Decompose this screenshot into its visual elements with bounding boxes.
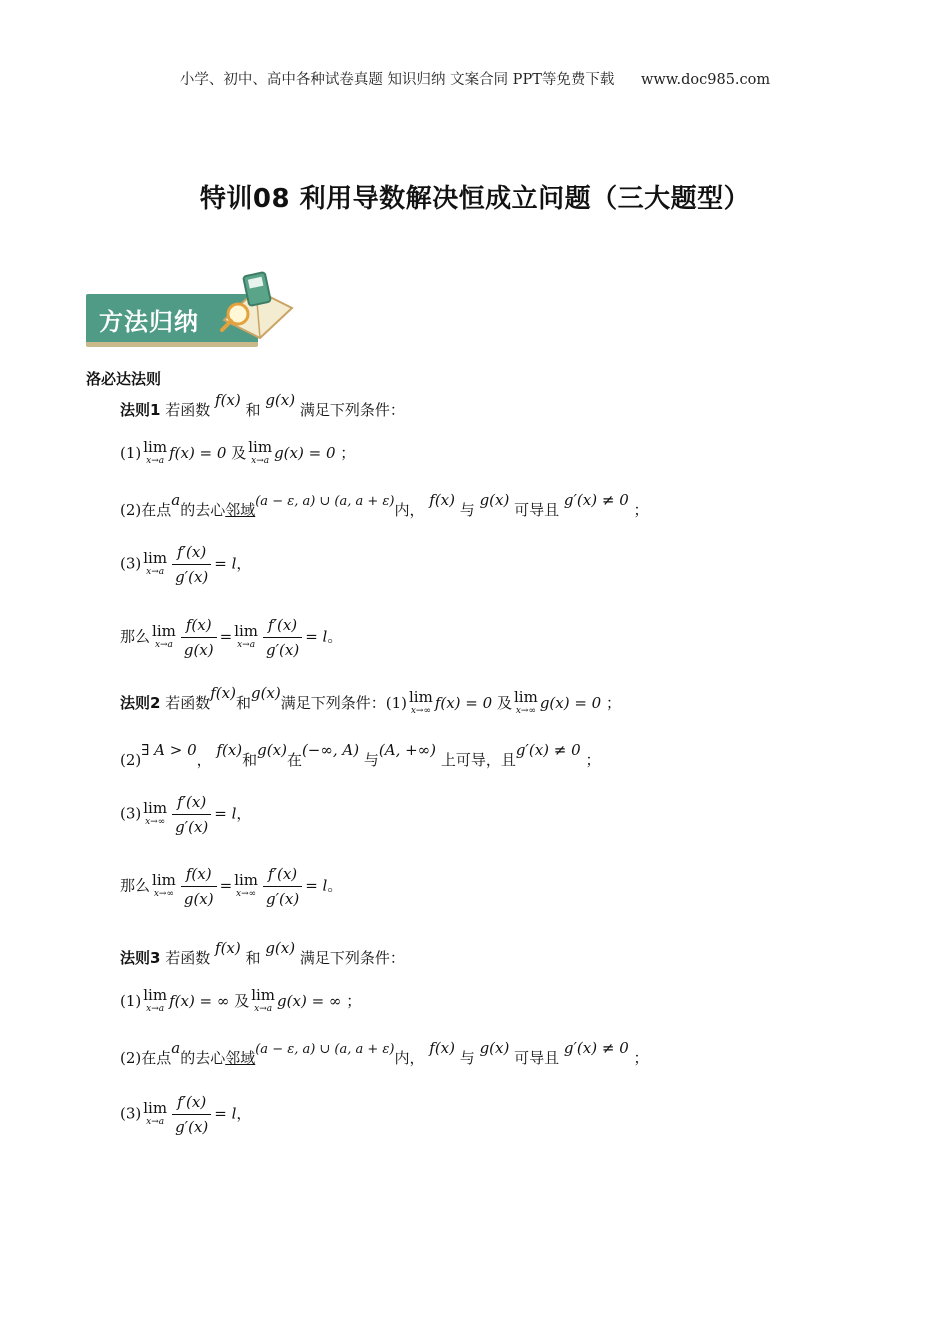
rule2-cond1-g: g(x) = 0 <box>539 694 602 712</box>
text: 若函数 <box>165 694 211 712</box>
frac-num: f′(x) <box>172 1090 211 1115</box>
rule2-then <box>120 862 342 911</box>
rule3-intro <box>120 939 405 968</box>
punct: ， <box>196 751 212 769</box>
lim-sub: x→∞ <box>236 888 257 899</box>
text: 满足下列条件： <box>299 949 405 967</box>
rule1-fx: f(x) <box>215 391 241 409</box>
gx: g(x) <box>479 491 510 509</box>
text: 与 <box>459 1049 475 1067</box>
cond-num: (2) <box>120 751 142 769</box>
rule3-cond3 <box>120 1090 251 1139</box>
point-a: a <box>171 491 181 509</box>
lim-word: lim <box>234 621 259 640</box>
page-header <box>0 68 950 89</box>
text: 及 <box>234 992 250 1010</box>
rule1-intro <box>120 391 405 420</box>
text: 在 <box>286 751 302 769</box>
punct: 。 <box>327 627 343 646</box>
rule1-gx: g(x) <box>265 391 296 409</box>
frac-den: g′(x) <box>175 818 209 836</box>
lim-sub: x→a <box>146 1116 165 1127</box>
frac-den: g′(x) <box>266 641 300 659</box>
frac-den: g′(x) <box>266 890 300 908</box>
lim-word: lim <box>248 438 273 456</box>
interval: (a − ε, a) ∪ (a, a + ε) <box>255 1042 395 1057</box>
rule1-cond1-f: f(x) = 0 <box>169 444 227 462</box>
rule2-label: 法则2 <box>120 694 161 712</box>
interval: (−∞, A) <box>301 741 360 759</box>
fx: f(x) <box>215 939 241 957</box>
rule1-text: 若函数 <box>165 401 211 419</box>
underlined-term: 邻域 <box>225 1049 256 1067</box>
cond: g′(x) ≠ 0 <box>563 491 629 509</box>
gx: g(x) <box>257 741 287 759</box>
lim-word: lim <box>143 438 168 456</box>
lim-word: lim <box>152 870 176 889</box>
rule3-cond1-f: f(x) = ∞ <box>169 992 230 1010</box>
rule1-and: 和 <box>245 401 261 419</box>
lim-word: lim <box>251 986 276 1004</box>
punct: ； <box>606 694 622 712</box>
text: 上可导，且 <box>440 751 516 769</box>
frac-den: g′(x) <box>175 568 209 586</box>
cond-num: (1) <box>120 444 142 462</box>
text: 和 <box>235 694 251 712</box>
cond-num: (3) <box>120 1104 142 1123</box>
interval: (a − ε, a) ∪ (a, a + ε) <box>255 494 395 509</box>
rule3-cond1-g: g(x) = ∞ <box>277 992 342 1010</box>
punct: ； <box>340 444 356 462</box>
rule2-intro <box>120 684 622 718</box>
rule1-text2: 满足下列条件： <box>299 401 405 419</box>
punct: ； <box>633 1049 649 1067</box>
rule1-label: 法则1 <box>120 401 161 419</box>
text: 若函数 <box>165 949 211 967</box>
fx: f(x) <box>429 491 455 509</box>
rule3-cond1 <box>120 988 361 1016</box>
header-text: 小学、初中、高中各种试卷真题 知识归纳 文案合同 PPT等免费下载 <box>179 72 615 88</box>
punct: ， <box>236 1104 252 1123</box>
rule2-cond2 <box>120 741 601 770</box>
text: 可导且 <box>514 1049 560 1067</box>
lim-sub: x→∞ <box>410 706 431 716</box>
text: 和 <box>242 751 258 769</box>
cond: g′(x) ≠ 0 <box>563 1039 629 1057</box>
cond: g′(x) ≠ 0 <box>515 741 581 759</box>
text: 及 <box>496 694 512 712</box>
lim-sub: x→a <box>146 566 165 577</box>
lim-word: lim <box>143 1098 168 1117</box>
badge-label: 方法归纳 <box>99 308 199 336</box>
exists: ∃ A > 0 <box>141 741 197 759</box>
lim-sub: x→a <box>237 639 256 650</box>
fx: f(x) <box>210 684 236 702</box>
frac-num: f(x) <box>181 613 217 638</box>
lim-word: lim <box>234 870 259 889</box>
then-text: 那么 <box>120 876 151 895</box>
frac-num: f′(x) <box>263 862 302 887</box>
gx: g(x) <box>265 939 296 957</box>
rule2-cond3 <box>120 790 251 839</box>
text: 内， <box>394 1049 425 1067</box>
rule1-cond1 <box>120 440 355 468</box>
lim-word: lim <box>143 798 168 817</box>
frac-num: f′(x) <box>172 540 211 565</box>
page-title: 特训08 利用导数解决恒成立问题（三大题型） <box>199 184 751 214</box>
rule1-cond3 <box>120 540 251 589</box>
frac-den: g′(x) <box>175 1118 209 1136</box>
eq: = l <box>214 804 237 823</box>
lim-word: lim <box>408 688 433 706</box>
fx: f(x) <box>429 1039 455 1057</box>
method-badge <box>86 268 286 348</box>
lim-sub: x→a <box>154 639 173 650</box>
point-a: a <box>171 1039 181 1057</box>
header-site: www.doc985.com <box>640 72 771 88</box>
eq: = l <box>305 876 328 895</box>
punct: ； <box>346 992 362 1010</box>
punct: ， <box>236 554 252 573</box>
frac-den: g(x) <box>183 641 214 659</box>
punct: ， <box>236 804 252 823</box>
eq: = <box>219 627 233 646</box>
text: 与 <box>459 501 475 519</box>
lim-sub: x→a <box>251 456 270 466</box>
frac-num: f(x) <box>181 862 217 887</box>
underlined-term: 邻域 <box>225 501 256 519</box>
rule1-cond1-g: g(x) = 0 <box>274 444 336 462</box>
frac-num: f′(x) <box>172 790 211 815</box>
eq: = <box>219 876 233 895</box>
gx: g(x) <box>479 1039 510 1057</box>
cond-num: (3) <box>120 554 142 573</box>
section-heading: 洛必达法则 <box>86 370 162 388</box>
frac-num: f′(x) <box>263 613 302 638</box>
text: 的去心 <box>180 501 226 519</box>
text: 满足下列条件：(1) <box>280 694 407 712</box>
lim-sub: x→∞ <box>515 706 536 716</box>
frac-den: g(x) <box>183 890 214 908</box>
lim-word: lim <box>143 986 168 1004</box>
lim-sub: x→a <box>254 1004 273 1014</box>
text: 可导且 <box>514 501 560 519</box>
fx: f(x) <box>216 741 243 759</box>
text: 和 <box>245 949 261 967</box>
eq: = l <box>214 1104 237 1123</box>
punct: ； <box>633 501 649 519</box>
lim-word: lim <box>143 548 168 567</box>
eq: = l <box>214 554 237 573</box>
book-magnifier-icon <box>216 268 296 344</box>
cond-num: (2)在点 <box>120 1049 172 1067</box>
rule1-cond2 <box>120 491 649 522</box>
cond-num: (1) <box>120 992 142 1010</box>
cond-num: (2)在点 <box>120 501 172 519</box>
rule2-cond1-f: f(x) = 0 <box>434 694 493 712</box>
lim-word: lim <box>513 688 538 706</box>
rule1-cond1-and: 及 <box>231 444 247 462</box>
rule3-cond2 <box>120 1039 649 1070</box>
rule1-then <box>120 613 342 662</box>
text: 与 <box>363 751 379 769</box>
punct: ； <box>585 751 601 769</box>
interval: (A, +∞) <box>378 741 437 759</box>
then-text: 那么 <box>120 627 151 646</box>
lim-sub: x→∞ <box>145 816 166 827</box>
lim-sub: x→∞ <box>153 888 174 899</box>
gx: g(x) <box>250 684 281 702</box>
lim-sub: x→a <box>146 1004 165 1014</box>
lim-word: lim <box>152 621 176 640</box>
lim-sub: x→a <box>146 456 165 466</box>
text: 的去心 <box>180 1049 226 1067</box>
cond-num: (3) <box>120 804 142 823</box>
punct: 。 <box>327 876 343 895</box>
eq: = l <box>305 627 328 646</box>
rule3-label: 法则3 <box>120 949 161 967</box>
text: 内， <box>394 501 425 519</box>
